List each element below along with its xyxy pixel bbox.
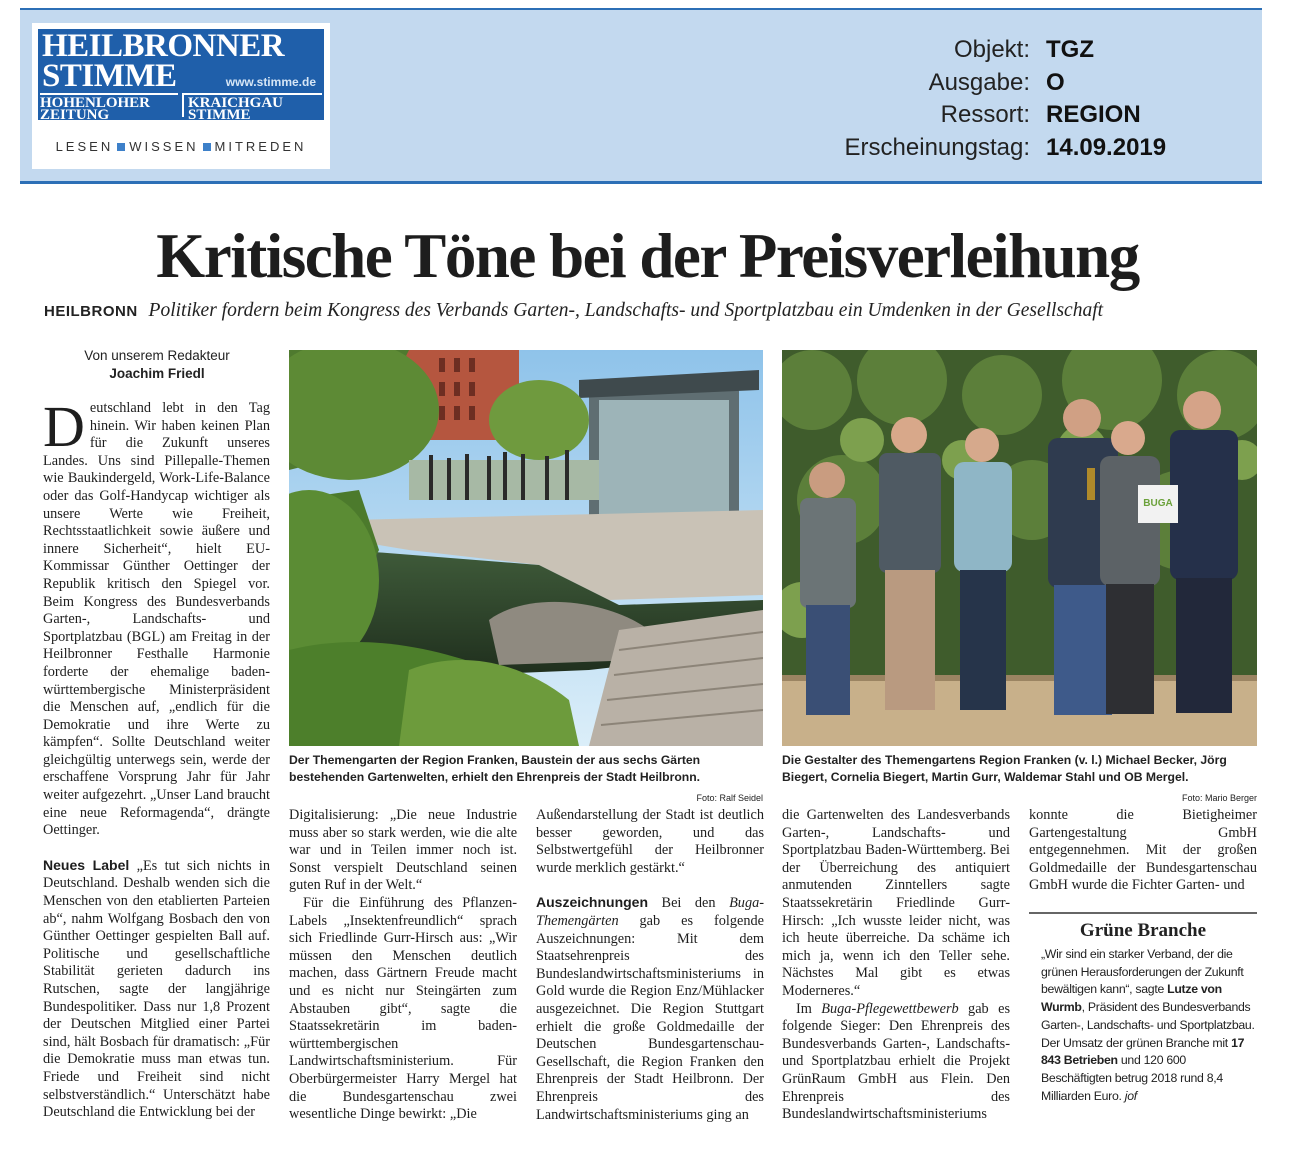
info-text-3: und 120 600 Beschäftigten betrug 2018 rund 8,4 Milliarden Euro. <box>1041 1053 1223 1103</box>
caption-1-text: Der Themengarten der Region Franken, Baustein der aus sechs Gärten bestehenden Gartenwelten, erhielt den Ehrenpreis der Stadt Heilbronn. <box>289 753 701 784</box>
info-text-1: „Wir sind ein starker Verband, der die grünen Herausforderungen der Zukunft bewältigen kann“, sagte <box>1041 947 1244 997</box>
meta-ausgabe-value: O <box>1046 68 1065 96</box>
paragraph: konnte die Bietigheimer Gartengestaltung GmbH entgegennehmen. Mit der großen Goldmedaille der Bundesgartenschau GmbH wurde die Fichter Garten- und <box>1029 807 1257 894</box>
deck-text: Politiker fordern beim Kongress des Verbands Garten-, Landschafts- und Sportplatzbau ein Umdenken in der Gesellschaft <box>148 300 1104 321</box>
meta-ressort-label: Ressort: <box>940 101 1030 128</box>
paragraph: Im Buga-Pflegewettbewerb gab es folgende Sieger: Den Ehrenpreis des Bundesverbands Garten-, Landschafts- und Sportplatzbau erhielt die Projekt GrünRaum GmbH aus Flein. Den Ehrenpreis des Bundeslandwirtschaftsministeriums <box>782 1000 1010 1123</box>
info-count: 17 843 Betrieben <box>1041 1035 1245 1068</box>
logo-title-line2: STIMME <box>42 58 177 94</box>
buga-sign-text: BUGA <box>1143 498 1173 509</box>
slogan-word-3: MITREDEN <box>214 139 307 154</box>
caption-2-text: Die Gestalter des Themengartens Region Franken (v. l.) Michael Becker, Jörg Biegert, Cornelia Biegert, Martin Gurr, Waldemar Stahl und OB Mergel. <box>782 753 1227 784</box>
dateline-place: HEILBRONN <box>44 303 138 320</box>
square-icon <box>117 143 125 151</box>
paragraph: die Gartenwelten des Landesverbands Garten-, Landschafts- und Sportplatzbau Baden-Württemberg. Bei der Überreichung des antiquiert anmutenden Zinntellers sagte Staatssekretärin Friedlinde Gurr-Hirsch: „Ich wusste leider nicht, was ich heute überreiche. Da schäme ich mich ja, wenn ich den Teller sehe. Nächstes Mal gibt es etwas Moderneres.“ <box>782 807 1010 999</box>
logo-sub-left: HOHENLOHER ZEITUNG <box>40 93 178 117</box>
col3-text <box>536 807 764 1123</box>
info-box-title: Grüne Branche <box>1079 920 1207 941</box>
meta-ressort-value: REGION <box>1046 101 1141 128</box>
article-column-4 <box>782 807 1010 1123</box>
byline-author: Joachim Friedl <box>109 366 205 381</box>
info-text-2: , Präsident des Bundesverbands Garten-, Landschafts- und Sportplatzbau. Der Umsatz der grünen Branche mit <box>1041 1000 1255 1050</box>
slogan-word-2: WISSEN <box>129 139 199 154</box>
col2-text <box>289 807 517 1123</box>
info-name: Lutze von Wurmb <box>1041 982 1222 1015</box>
meta-objekt-value: TGZ <box>1046 36 1094 63</box>
garden-photo-art <box>289 350 763 746</box>
meta-objekt-label: Objekt: <box>953 36 1030 63</box>
garden-photo <box>289 350 763 746</box>
photo-caption-2 <box>782 752 1257 807</box>
article-deck <box>44 300 1103 322</box>
paragraph: Auszeichnungen Bei den Buga-Themengärten gab es folgende Auszeichnungen: Mit dem Staatsehrenpreis des Bundeslandwirtschaftsministeriums in Gold wurde die Region Enz/Mühlacker ausgezeichnet. Die Region Stuttgart erhielt die große Goldmedaille der Deutschen Bundesgartenschau-Gesellschaft, die Region Franken den Ehrenpreis der Stadt Heilbronn. Der Ehrenpreis des Landwirtschaftsministeriums ging an <box>536 894 764 1123</box>
article-column-1 <box>43 400 270 1123</box>
intro-text: eutschland lebt in den Tag hinein. Wir haben keinen Plan für die Zukunft unseres Landes. Uns sind Pillepalle-Themen wie Baukindergeld, Work-Life-Balance oder das Golf-Handycap wichtiger als unsere Werte wie Freiheit, Rechtsstaatlichkeit sowie äußere und innere Sicherheit“, hielt EU-Kommissar Günther Oettinger der Republik kritisch den Spiegel vor. Beim Kongress des Bundesverbands Garten-, Landschafts- und Sportplatzbau (BGL) am Freitag in der Heilbronner Festhalle Harmonie forderte der ehemalige baden-württembergische Ministerpräsident die Menschen auf, „endlich für die Demokratie und ihre Werte zu kämpfen“. Sollte Deutschland weiter gleichgültig unterwegs sein, werde der erschaffene Vorsprung Jahr für Jahr weiter aufgezehrt. „Unser Land braucht eine neue Reformagenda“, drängte Oettinger. <box>43 400 270 839</box>
article-column-2 <box>289 807 517 1123</box>
photo-credit-1: Foto: Ralf Seidel <box>696 793 763 803</box>
drop-cap: D <box>43 400 85 459</box>
info-box-text <box>1041 946 1255 1105</box>
paragraph: Außendarstellung der Stadt ist deutlich besser geworden, und das Selbstwertgefühl der Heilbronner wurde merklich gestärkt.“ <box>536 807 764 876</box>
col4-text <box>782 807 1010 1123</box>
col2-continued-text <box>289 807 517 1123</box>
paragraph: Digitalisierung: „Die neue Industrie muss aber so stark werden, wie die alte war und in Teilen immer noch ist. Sonst verspielt Deutschland seinen guten Ruf in der Welt.“ <box>289 807 517 894</box>
byline <box>44 347 270 383</box>
paragraph-intro <box>43 400 270 840</box>
article-column-3 <box>536 807 764 1123</box>
logo-title-line1: HEILBRONNER <box>42 28 285 64</box>
article-headline: Kritische Töne bei der Preisverleihung <box>156 221 1139 291</box>
meta-ausgabe-label: Ausgabe: <box>928 68 1030 96</box>
info-signature: jof <box>1124 1088 1137 1103</box>
subhead-neues-label: Neues Label <box>43 856 130 873</box>
award-group-photo <box>782 350 1257 746</box>
label-text: „Es tut sich nichts in Deutschland. Deshalb wenden sich die Menschen von den etablierten Parteien ab“, nahm Wolfgang Bosbach den von Günther Oettinger gespielten Ball auf. Politische und gesellschaftliche Stabilität gerieten dadurch ins Rutschen, sagte der langjährige Bundespolitiker. Dass nur 1,8 Prozent der Deutschen Mitglied einer Partei sind, hält Bosbach für dramatisch: „Für die Demokratie muss man etwas tun. Friede und Freiheit sind nicht selbstverständlich.“ Unterschätzt habe Deutschland die Entwicklung bei der <box>43 857 270 1121</box>
meta-datum-value: 14.09.2019 <box>1046 133 1167 161</box>
meta-labels <box>630 34 1030 164</box>
col5-text <box>1029 807 1257 895</box>
logo-sub-right: KRAICHGAU STIMME <box>182 93 322 117</box>
newspaper-logo <box>32 23 330 169</box>
meta-values <box>1046 34 1166 164</box>
photo-credit-2: Foto: Mario Berger <box>1181 793 1257 803</box>
logo-blue-panel <box>38 28 324 123</box>
article-column-5 <box>1029 807 1257 897</box>
info-box-gruene-branche <box>1029 912 1257 1105</box>
photo-caption-1 <box>289 752 763 807</box>
group-photo-art <box>782 350 1257 746</box>
meta-datum-label: Erscheinungstag: <box>844 133 1030 161</box>
slogan-word-1: LESEN <box>55 139 114 154</box>
paragraph-label <box>43 857 270 1122</box>
square-icon <box>203 143 211 151</box>
logo-slogan <box>38 139 324 154</box>
paragraph: Für die Einführung des Pflanzen-Labels „Insektenfreundlich“ sprach sich Friedlinde Gurr-Hirsch aus: „Wir müssen den Menschen deutlich machen, dass Gärtnern Freude macht und es nicht nur Steingärten zum Abstauben gibt“, sagte die Staatssekretärin im baden-württembergischen Landwirtschaftsministerium. Für Oberbürgermeister Harry Mergel hat die Bundesgartenschau zwei wesentliche Dinge bewirkt: „Die <box>289 894 517 1123</box>
byline-prefix: Von unserem Redakteur <box>84 348 230 363</box>
logo-url: www.stimme.de <box>225 75 316 89</box>
